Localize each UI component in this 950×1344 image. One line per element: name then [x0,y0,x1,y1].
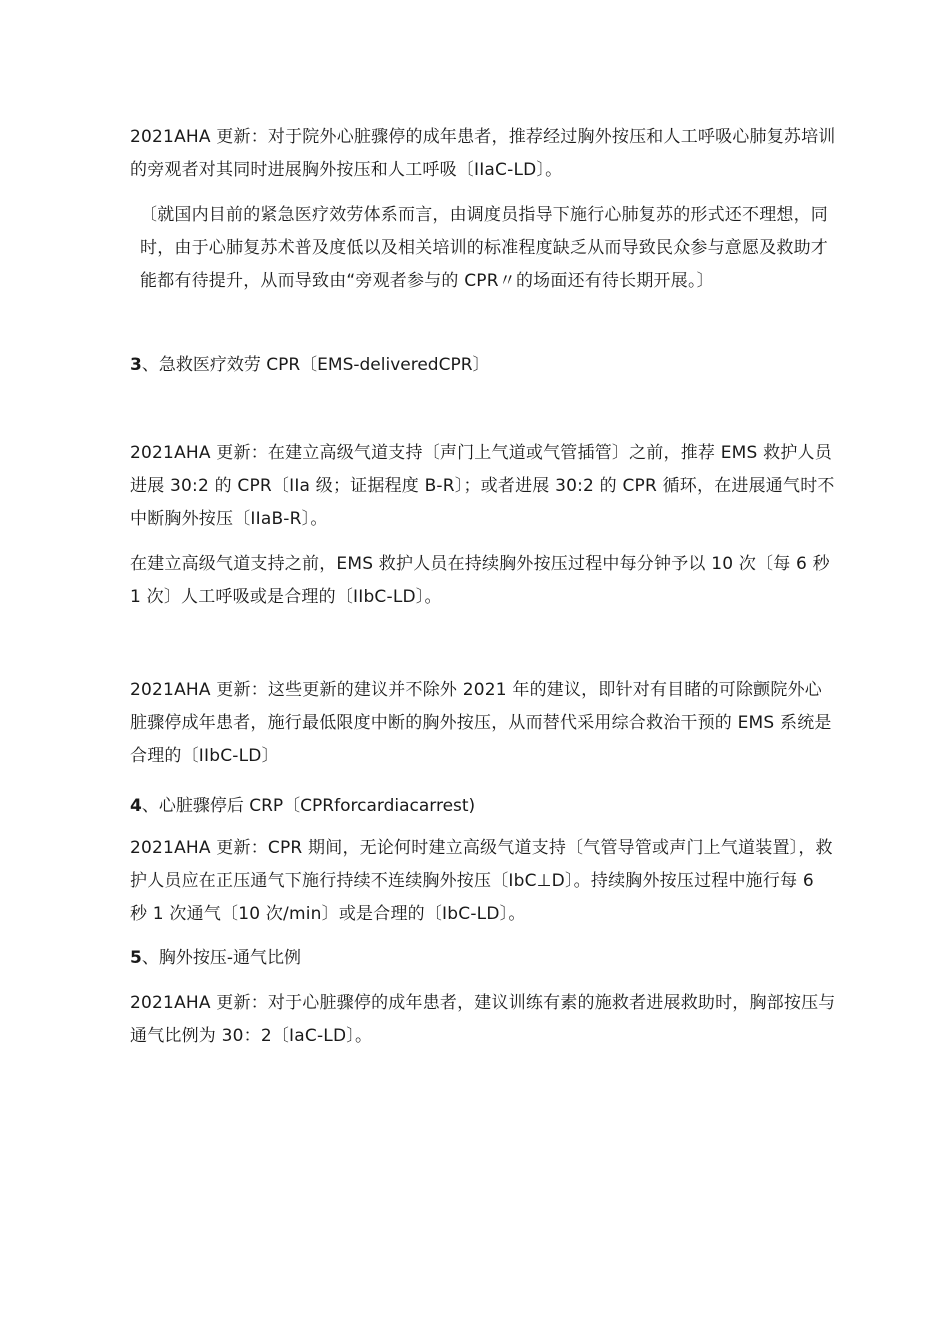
paragraph-compression-ratio: 2021AHA 更新：对于心脏骤停的成年患者，建议训练有素的施救者进展救助时，胸部按压与通气比例为 30：2〔IaC-LD〕。 [130,993,836,1046]
paragraph-aha-minimal-interruption: 2021AHA 更新：这些更新的建议并不除外 2021 年的建议，即针对有目睹的可除颤院外心脏骤停成年患者，施行最低限度中断的胸外按压，从而替代采用综合救治干预的 EMS 系统是合理的〔IIbC-LD〕 [130,680,832,766]
paragraph-ems-airway: 2021AHA 更新：在建立高级气道支持〔声门上气道或气管插管〕之前，推荐 EMS 救护人员进展 30:2 的 CPR〔IIa 级；证据程度 B-R〕；或者进展 30:2 的 CPR 循环，在进展通气时不中断胸外按压〔IIaB-R〕。 [130,443,835,529]
section-number: 5 [130,948,142,968]
paragraph-aha-bystander-cpr: 2021AHA 更新：对于院外心脏骤停的成年患者，推荐经过胸外按压和人工呼吸心肺复苏培训的旁观者对其同时进展胸外按压和人工呼吸〔IIaC-LD〕。 [130,127,836,180]
paragraph-advanced-airway-cpr: 2021AHA 更新：CPR 期间，无论何时建立高级气道支持〔气管导管或声门上气道装置〕，救护人员应在正压通气下施行持续不连续胸外按压〔IbC⊥D〕。持续胸外按压过程中施行每 6 秒 1 次通气〔10 次/min〕或是合理的〔IbC-LD〕。 [130,838,833,924]
section-heading-3 [130,349,836,382]
paragraph-ems-ventilation-rate: 在建立高级气道支持之前，EMS 救护人员在持续胸外按压过程中每分钟予以 10 次〔每 6 秒 1 次〕人工呼吸或是合理的〔IIbC-LD〕。 [130,554,830,607]
section-number: 3 [130,355,142,375]
section-title: 、急救医疗效劳 CPR〔EMS-deliveredCPR〕 [141,355,490,375]
paragraph-domestic-commentary: 〔就国内目前的紧急医疗效劳体系而言，由调度员指导下施行心肺复苏的形式还不理想，同时，由于心肺复苏术普及度低以及相关培训的标准程度缺乏从而导致民众参与意愿及救助才能都有待提升，从而导致由“旁观者参与的 CPR〃的场面还有待长期开展。〕 [140,205,828,291]
section-heading-4 [130,790,836,823]
section-title: 、胸外按压-通气比例 [141,948,301,968]
section-heading-5 [130,942,836,975]
section-number: 4 [130,796,142,816]
section-title: 、心脏骤停后 CRP〔CPRforcardiacarrest) [141,796,476,816]
